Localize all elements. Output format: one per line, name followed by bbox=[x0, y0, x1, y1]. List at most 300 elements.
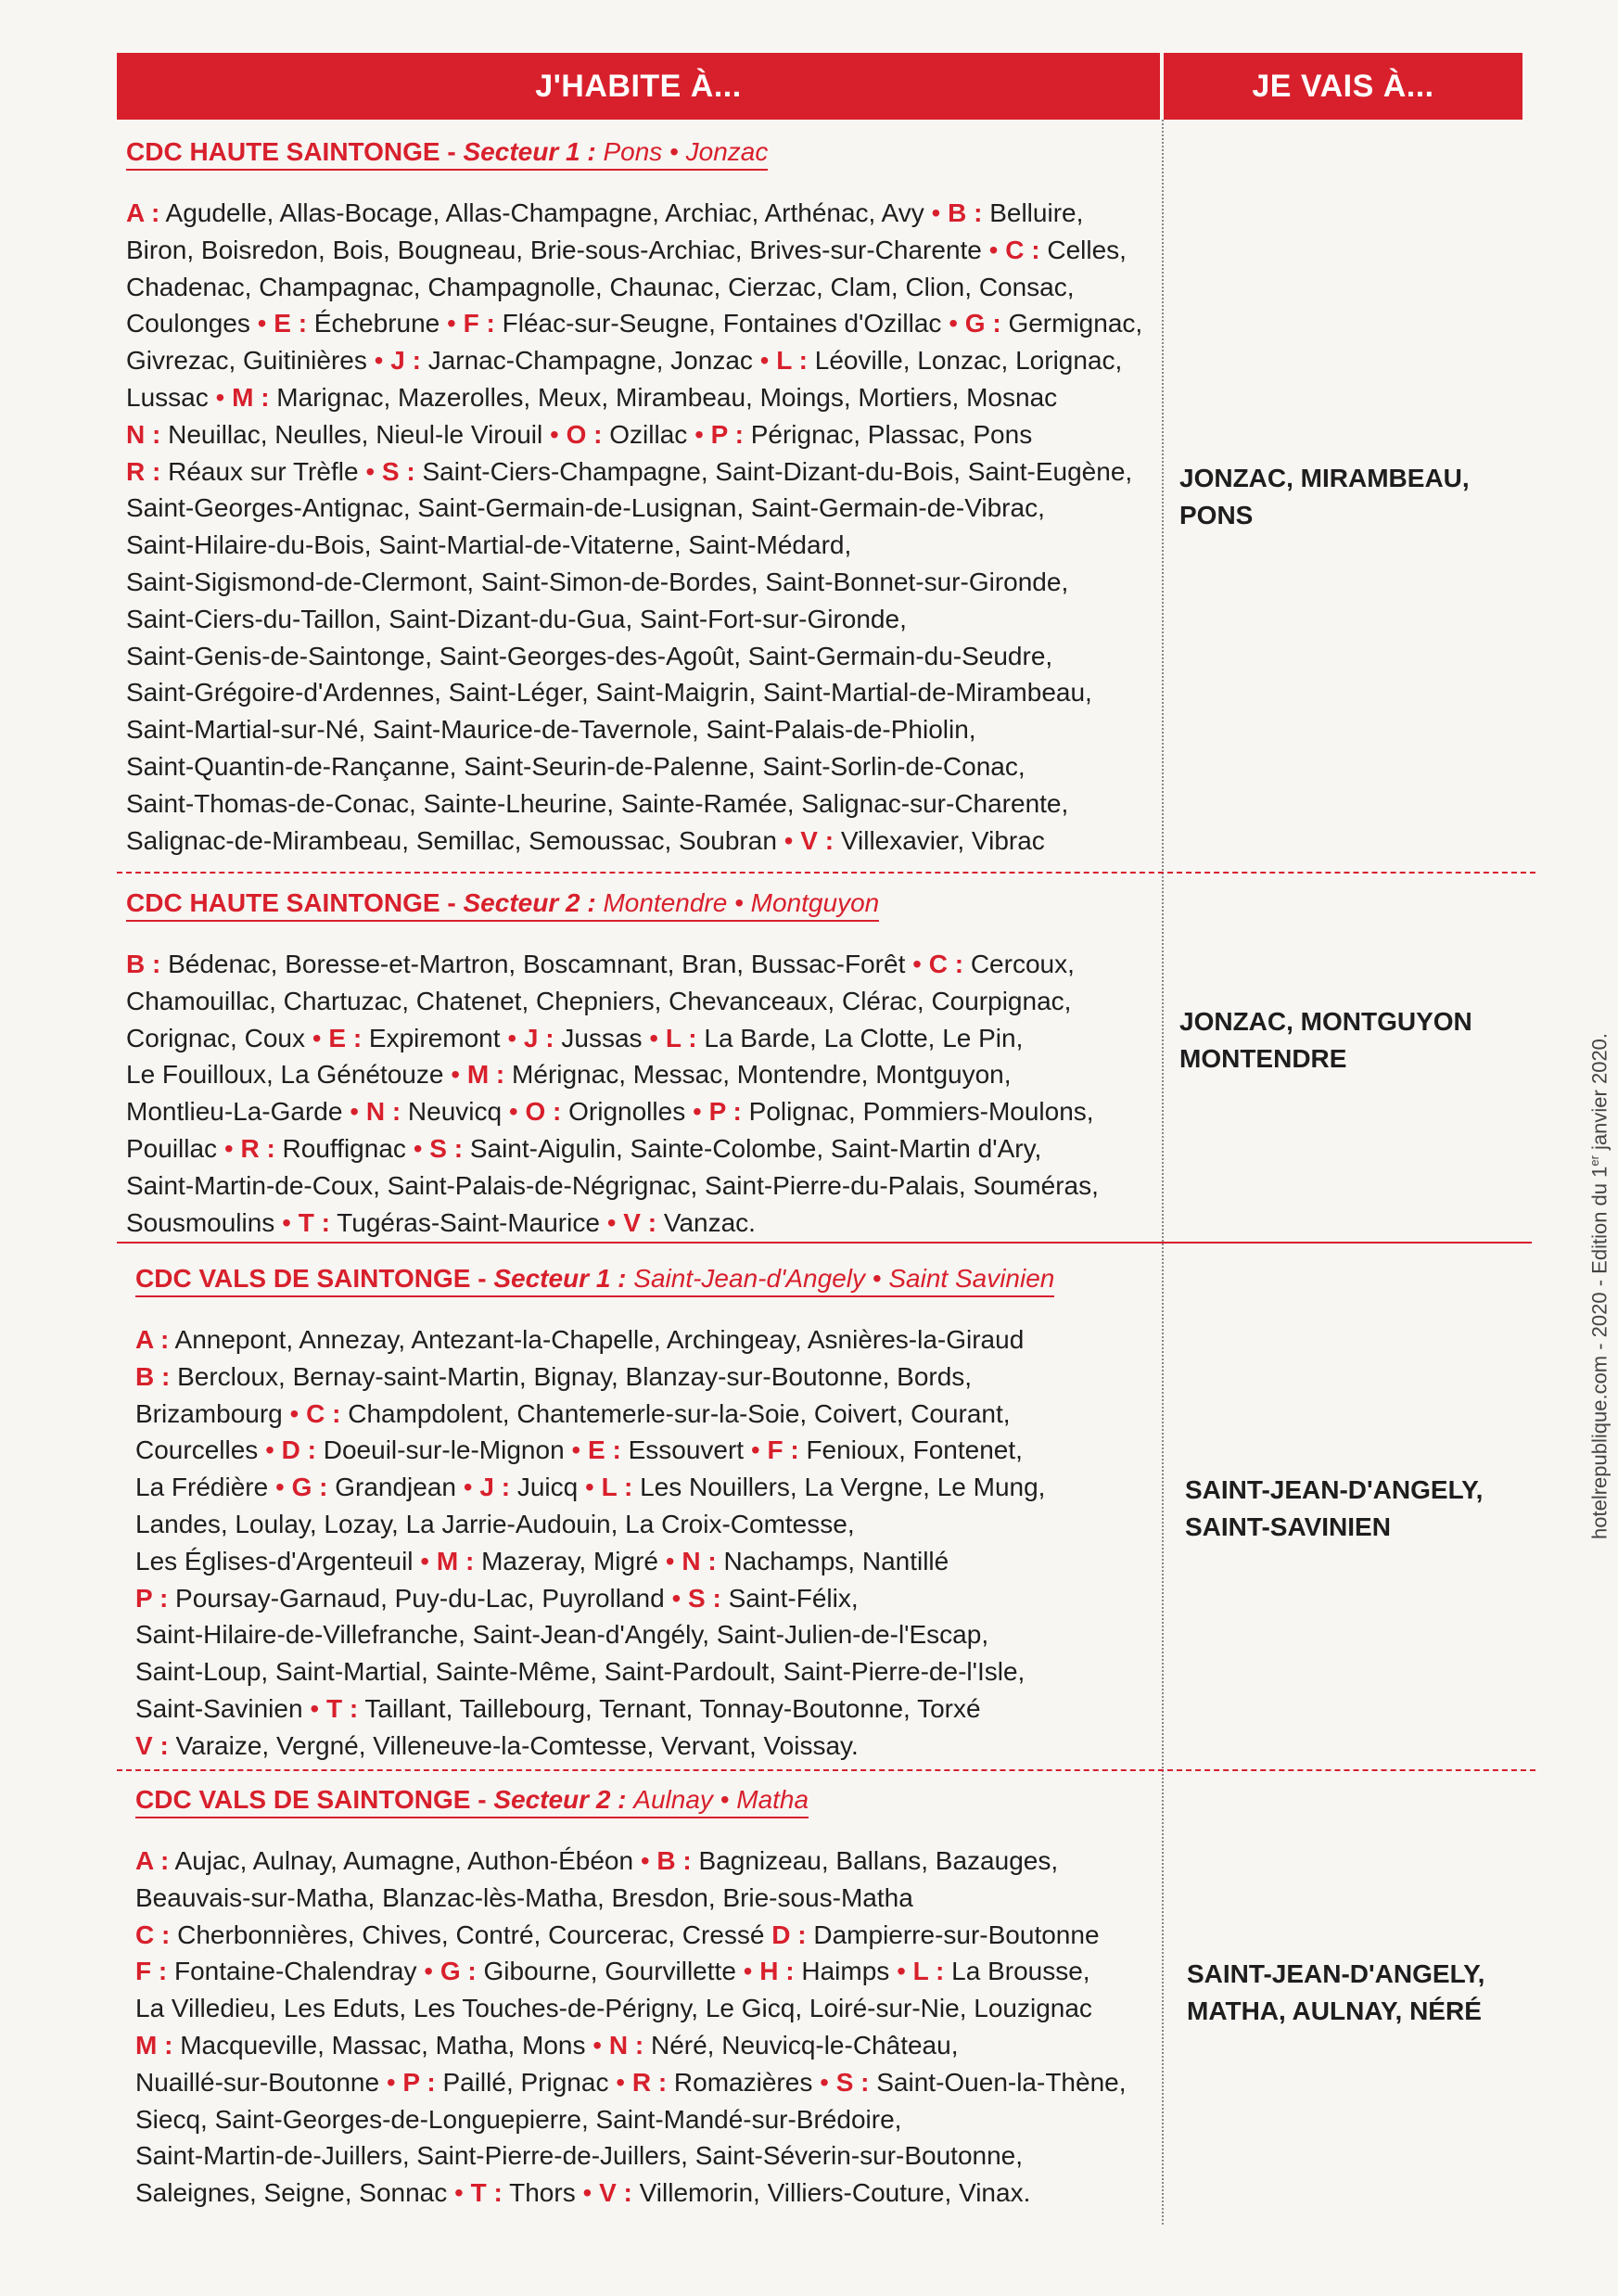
commune-text: Taillant, Taillebourg, Ternant, Tonnay-Boutonne, Torxé bbox=[358, 1693, 981, 1723]
commune-text: Fenioux, Fontenet, bbox=[798, 1435, 1023, 1465]
commune-text bbox=[224, 383, 232, 412]
commune-text: Réaux sur Trèfle bbox=[160, 456, 366, 486]
letter-marker: P : bbox=[402, 2067, 436, 2097]
bullet-separator: • bbox=[931, 198, 941, 227]
commune-line bbox=[126, 1130, 1155, 1167]
bullet-separator: • bbox=[582, 2178, 592, 2208]
letter-marker: C : bbox=[306, 1398, 341, 1428]
section-vals-saintonge-1 bbox=[135, 1264, 1165, 1765]
letter-marker: J : bbox=[523, 1023, 554, 1052]
letter-marker: C : bbox=[135, 1920, 171, 1949]
commune-text: Le Fouilloux, La Génétouze bbox=[126, 1060, 452, 1090]
commune-line bbox=[126, 564, 1155, 601]
commune-text: Givrezac, Guitinières bbox=[126, 346, 375, 376]
bullet-separator: • bbox=[447, 309, 456, 338]
commune-line bbox=[135, 1358, 1165, 1396]
section-title-towns: Montendre • Montguyon bbox=[603, 888, 880, 917]
letter-marker: O : bbox=[525, 1097, 562, 1127]
section-haute-saintonge-1 bbox=[126, 137, 1155, 859]
commune-text: Salignac-de-Mirambeau, Semillac, Semoussac, Soubran bbox=[126, 825, 784, 855]
commune-line bbox=[126, 527, 1155, 564]
commune-text: Saint-Aigulin, Sainte-Colombe, Saint-Martin d'Ary, bbox=[463, 1133, 1042, 1163]
bullet-separator: • bbox=[912, 950, 922, 978]
bullet-separator: • bbox=[463, 1473, 473, 1502]
commune-text: Saint-Martial-sur-Né, Saint-Maurice-de-Tavernole, Saint-Palais-de-Phiolin, bbox=[126, 715, 976, 745]
letter-marker: P : bbox=[710, 419, 744, 449]
commune-text: Saint-Ciers-du-Taillon, Saint-Dizant-du-Gua, Saint-Fort-sur-Gironde, bbox=[126, 604, 907, 633]
commune-text bbox=[829, 2068, 836, 2097]
commune-line bbox=[126, 1020, 1155, 1057]
commune-text: Landes, Loulay, Lozay, La Jarrie-Audouin, La Croix-Comtesse, bbox=[135, 1509, 855, 1538]
section-title-secteur: Secteur 2 : bbox=[463, 888, 596, 917]
bullet-separator: • bbox=[640, 1846, 650, 1875]
commune-line bbox=[126, 1167, 1155, 1205]
commune-text: Rouffignac bbox=[274, 1133, 414, 1163]
commune-text: Saint-Quantin-de-Rançanne, Saint-Seurin-de-Palenne, Saint-Sorlin-de-Conac, bbox=[126, 751, 1026, 781]
letter-marker: N : bbox=[682, 1546, 717, 1575]
bullet-separator: • bbox=[592, 2030, 603, 2060]
commune-text: Brizambourg bbox=[135, 1398, 290, 1428]
commune-text: Nuaillé-sur-Boutonne bbox=[135, 2067, 387, 2097]
commune-line bbox=[135, 1917, 1165, 1954]
commune-text: Fléac-sur-Seugne, Fontaines d'Ozillac bbox=[494, 309, 949, 338]
letter-marker: B : bbox=[948, 198, 983, 227]
commune-line bbox=[135, 2064, 1165, 2101]
destination-line: MONTENDRE bbox=[1179, 1044, 1347, 1073]
bullet-separator: • bbox=[215, 382, 225, 412]
commune-text: Saint-Martin-de-Coux, Saint-Palais-de-Négrignac, Saint-Pierre-du-Palais, Souméras, bbox=[126, 1170, 1099, 1200]
commune-line bbox=[135, 1990, 1165, 2027]
bullet-separator: • bbox=[759, 346, 770, 376]
bullet-separator: • bbox=[420, 1546, 430, 1575]
commune-text: Saint-Loup, Saint-Martial, Sainte-Même, Saint-Pardoult, Saint-Pierre-de-l'Isle, bbox=[135, 1657, 1026, 1687]
letter-marker: M : bbox=[135, 2030, 173, 2060]
commune-text: Saint-Thomas-de-Conac, Sainte-Lheurine, Sainte-Ramée, Salignac-sur-Charente, bbox=[126, 788, 1069, 818]
bullet-separator: • bbox=[282, 1207, 291, 1237]
commune-text: Fontaine-Chalendray bbox=[167, 1957, 425, 1986]
commune-text: Courcelles bbox=[135, 1435, 266, 1465]
commune-text: La Barde, La Clotte, Le Pin, bbox=[696, 1023, 1024, 1052]
commune-text bbox=[559, 420, 567, 449]
commune-text: Siecq, Saint-Georges-de-Longuepierre, Saint-Mandé-sur-Brédoire, bbox=[135, 2104, 902, 2134]
bullet-separator: • bbox=[743, 1957, 753, 1986]
letter-marker: E : bbox=[274, 309, 308, 338]
bullet-separator: • bbox=[374, 346, 384, 376]
bullet-separator: • bbox=[988, 235, 999, 264]
destination-line: JONZAC, MONTGUYON bbox=[1179, 1007, 1472, 1036]
section-vals-saintonge-2 bbox=[135, 1785, 1165, 2212]
section-title bbox=[135, 1785, 809, 1818]
commune-text: La Villedieu, Les Eduts, Les Touches-de-Périgny, Le Gicq, Loiré-sur-Nie, Louzignac bbox=[135, 1994, 1092, 2023]
commune-text: Saint-Savinien bbox=[135, 1693, 311, 1723]
section-haute-saintonge-2 bbox=[126, 888, 1155, 1241]
commune-text: Beauvais-sur-Matha, Blanzac-lès-Matha, Bresdon, Brie-sous-Matha bbox=[135, 1882, 913, 1912]
letter-marker: O : bbox=[566, 419, 603, 449]
commune-text: Expiremont bbox=[362, 1023, 508, 1052]
destination bbox=[1187, 1956, 1484, 2030]
commune-text: Échebrune bbox=[307, 309, 448, 338]
commune-line bbox=[126, 416, 1155, 453]
commune-text bbox=[429, 1547, 437, 1575]
commune-text: Polignac, Pommiers-Moulons, bbox=[741, 1097, 1094, 1127]
destination bbox=[1185, 1472, 1483, 1546]
commune-text: La Frédière bbox=[135, 1473, 275, 1502]
commune-line bbox=[126, 983, 1155, 1020]
commune-text bbox=[433, 1957, 440, 1985]
commune-text: Jarnac-Champagne, Jonzac bbox=[420, 346, 760, 376]
commune-line bbox=[126, 453, 1155, 491]
commune-text bbox=[580, 1435, 588, 1464]
commune-text: Dampierre-sur-Boutonne bbox=[806, 1920, 1100, 1949]
commune-text: Corignac, Coux bbox=[126, 1023, 312, 1052]
commune-text: Villemorin, Villiers-Couture, Vinax. bbox=[631, 2178, 1031, 2208]
destination-line: SAINT-JEAN-D'ANGELY, bbox=[1187, 1959, 1485, 1988]
commune-list bbox=[135, 1321, 1165, 1765]
letter-marker: F : bbox=[135, 1957, 168, 1986]
letter-marker: S : bbox=[835, 2067, 870, 2097]
commune-line bbox=[126, 946, 1155, 983]
commune-text: Neuillac, Neulles, Nieul-le Virouil bbox=[160, 419, 550, 449]
commune-line bbox=[126, 601, 1155, 638]
bullet-separator: • bbox=[820, 2067, 829, 2097]
commune-text: Agudelle, Allas-Bocage, Allas-Champagne, Archiac, Arthénac, Avy bbox=[159, 198, 932, 227]
section-title-cdc: CDC VALS DE SAINTONGE - bbox=[135, 1785, 487, 1814]
bullet-separator: • bbox=[550, 419, 559, 449]
commune-line bbox=[135, 1432, 1165, 1469]
commune-line bbox=[126, 1093, 1155, 1130]
commune-text: Bercloux, Bernay-saint-Martin, Bignay, Blanzay-sur-Boutonne, Bords, bbox=[170, 1361, 973, 1391]
commune-text bbox=[359, 1097, 366, 1126]
letter-marker: C : bbox=[928, 950, 964, 978]
letter-marker: L : bbox=[912, 1957, 945, 1986]
section-title-towns: Pons • Jonzac bbox=[603, 137, 769, 166]
section-title-towns: Aulnay • Matha bbox=[633, 1785, 809, 1814]
section-title-secteur: Secteur 1 : bbox=[463, 137, 596, 166]
letter-marker: S : bbox=[688, 1583, 721, 1613]
commune-text: Essouvert bbox=[620, 1435, 751, 1465]
footer-edition bbox=[1587, 835, 1612, 1539]
commune-text: Nachamps, Nantillé bbox=[716, 1546, 949, 1575]
bullet-separator: • bbox=[897, 1957, 906, 1986]
commune-text bbox=[940, 198, 948, 227]
commune-list bbox=[126, 946, 1155, 1241]
bullet-separator: • bbox=[386, 2067, 396, 2097]
letter-marker: T : bbox=[470, 2178, 503, 2208]
bullet-separator: • bbox=[665, 1546, 675, 1575]
commune-line bbox=[126, 490, 1155, 527]
commune-line bbox=[135, 1953, 1165, 1990]
letter-marker: V : bbox=[800, 825, 834, 855]
letter-marker: B : bbox=[656, 1846, 692, 1875]
commune-list bbox=[126, 195, 1155, 859]
section-separator bbox=[117, 1769, 1535, 1771]
commune-text: Les Églises-d'Argenteuil bbox=[135, 1546, 421, 1575]
bullet-separator: • bbox=[350, 1097, 360, 1127]
section-title-towns: Saint-Jean-d'Angely • Saint Savinien bbox=[633, 1264, 1055, 1293]
section-title bbox=[135, 1264, 1054, 1297]
commune-text: Léoville, Lonzac, Lorignac, bbox=[807, 346, 1123, 376]
commune-text: Juicq bbox=[510, 1473, 585, 1502]
commune-text bbox=[291, 1208, 299, 1237]
bullet-separator: • bbox=[616, 2067, 626, 2097]
commune-text: Saint-Ouen-la-Thène, bbox=[869, 2067, 1127, 2097]
letter-marker: M : bbox=[232, 382, 270, 412]
commune-text: La Brousse, bbox=[944, 1957, 1090, 1986]
commune-text: Saint-Georges-Antignac, Saint-Germain-de-Lusignan, Saint-Germain-de-Vibrac, bbox=[126, 493, 1045, 523]
commune-text bbox=[274, 1435, 282, 1464]
commune-text: Montlieu-La-Garde bbox=[126, 1097, 350, 1127]
commune-text: Saint-Félix, bbox=[720, 1583, 859, 1613]
letter-marker: C : bbox=[1005, 235, 1040, 264]
section-separator bbox=[117, 1242, 1532, 1244]
bullet-separator: • bbox=[451, 1060, 461, 1090]
commune-line bbox=[135, 1396, 1165, 1433]
bullet-separator: • bbox=[571, 1435, 581, 1465]
bullet-separator: • bbox=[413, 1133, 423, 1163]
letter-marker: L : bbox=[601, 1473, 633, 1502]
commune-text: Vanzac. bbox=[656, 1207, 756, 1237]
commune-text: Annepont, Annezay, Antezant-la-Chapelle, Archingeay, Asnières-la-Giraud bbox=[169, 1325, 1025, 1354]
letter-marker: D : bbox=[281, 1435, 316, 1465]
commune-text: Sousmoulins bbox=[126, 1207, 283, 1237]
bullet-separator: • bbox=[949, 309, 958, 338]
commune-text bbox=[906, 1957, 913, 1985]
letter-marker: L : bbox=[776, 346, 808, 376]
commune-line bbox=[135, 1469, 1165, 1506]
bullet-separator: • bbox=[312, 1023, 322, 1052]
section-title bbox=[126, 888, 879, 922]
destination-line: MATHA, AULNAY, NÉRÉ bbox=[1187, 1996, 1482, 2025]
commune-text: Chadenac, Champagnac, Champagnolle, Chaunac, Cierzac, Clam, Clion, Consac, bbox=[126, 272, 1075, 301]
commune-text: Cercoux, bbox=[963, 950, 1075, 978]
commune-text bbox=[592, 2178, 599, 2207]
commune-text: Gibourne, Gourvillette bbox=[476, 1957, 744, 1986]
commune-line bbox=[135, 2027, 1165, 2064]
letter-marker: B : bbox=[126, 950, 161, 978]
bullet-separator: • bbox=[649, 1023, 659, 1052]
letter-marker: J : bbox=[390, 346, 421, 376]
letter-marker: F : bbox=[463, 309, 495, 338]
commune-text: Belluire, bbox=[982, 198, 1084, 227]
commune-text bbox=[594, 1473, 602, 1501]
bullet-separator: • bbox=[223, 1133, 234, 1163]
commune-line bbox=[135, 2137, 1165, 2175]
section-title-secteur: Secteur 1 : bbox=[493, 1264, 627, 1293]
commune-line bbox=[126, 1056, 1155, 1093]
header-go-to: JE VAIS À... bbox=[1164, 53, 1522, 120]
commune-text: Neuvicq bbox=[401, 1097, 509, 1127]
letter-marker: A : bbox=[126, 198, 160, 227]
commune-line bbox=[126, 305, 1155, 342]
section-title bbox=[126, 137, 768, 171]
commune-text bbox=[704, 420, 711, 449]
section-separator bbox=[117, 872, 1535, 874]
commune-text bbox=[658, 1024, 666, 1052]
commune-line bbox=[135, 1616, 1165, 1653]
letter-marker: A : bbox=[135, 1846, 170, 1875]
commune-text: Aujac, Aulnay, Aumagne, Authon-Ébéon bbox=[169, 1846, 641, 1875]
letter-marker: E : bbox=[588, 1435, 621, 1465]
letter-marker: V : bbox=[599, 2178, 632, 2208]
commune-text bbox=[681, 1584, 688, 1613]
letter-marker: V : bbox=[135, 1730, 169, 1760]
commune-text: Villexavier, Vibrac bbox=[834, 825, 1045, 855]
bullet-separator: • bbox=[585, 1473, 594, 1502]
commune-text bbox=[285, 1473, 292, 1501]
letter-marker: F : bbox=[767, 1435, 799, 1465]
letter-marker: M : bbox=[466, 1060, 505, 1090]
commune-line bbox=[126, 195, 1155, 232]
letter-marker: N : bbox=[365, 1097, 401, 1127]
bullet-separator: • bbox=[671, 1583, 682, 1613]
commune-line bbox=[135, 2101, 1165, 2138]
commune-line bbox=[126, 748, 1155, 785]
letter-marker: S : bbox=[381, 456, 415, 486]
footer-text-end: janvier 2020. bbox=[1587, 1032, 1612, 1156]
commune-text bbox=[625, 2068, 632, 2097]
footer-text: hotelrepublique.com - 2020 - Edition du 1 bbox=[1587, 1166, 1612, 1539]
commune-text: Mazeray, Migré bbox=[474, 1546, 666, 1575]
commune-text: Macqueville, Massac, Matha, Mons bbox=[172, 2030, 593, 2060]
bullet-separator: • bbox=[507, 1023, 517, 1052]
commune-text: Tugéras-Saint-Maurice bbox=[329, 1207, 607, 1237]
commune-text bbox=[958, 309, 965, 338]
commune-line bbox=[126, 785, 1155, 823]
letter-marker: R : bbox=[126, 456, 161, 486]
bullet-separator: • bbox=[508, 1097, 518, 1127]
commune-text: Saint-Sigismond-de-Clermont, Saint-Simon-de-Bordes, Saint-Bonnet-sur-Gironde, bbox=[126, 567, 1069, 596]
bullet-separator: • bbox=[784, 825, 794, 855]
commune-text bbox=[299, 1399, 306, 1428]
letter-marker: R : bbox=[240, 1133, 275, 1163]
commune-line bbox=[135, 1543, 1165, 1580]
commune-line bbox=[126, 1205, 1155, 1242]
destination-line: JONZAC, MIRAMBEAU, bbox=[1179, 464, 1470, 492]
commune-line bbox=[135, 1728, 1165, 1765]
commune-line bbox=[126, 711, 1155, 748]
commune-text: Saint-Grégoire-d'Ardennes, Saint-Léger, Saint-Maigrin, Saint-Martial-de-Mirambeau, bbox=[126, 678, 1092, 708]
commune-text bbox=[375, 457, 382, 486]
bullet-separator: • bbox=[454, 2178, 464, 2208]
commune-text: Les Nouillers, La Vergne, Le Mung, bbox=[632, 1473, 1046, 1502]
commune-line bbox=[135, 1506, 1165, 1543]
commune-text: Mérignac, Messac, Montendre, Montguyon, bbox=[504, 1060, 1012, 1090]
commune-text: Saleignes, Seigne, Sonnac bbox=[135, 2178, 455, 2208]
letter-marker: N : bbox=[608, 2030, 644, 2060]
commune-text bbox=[456, 309, 464, 338]
letter-marker: G : bbox=[291, 1473, 328, 1502]
commune-line bbox=[126, 269, 1155, 306]
section-title-cdc: CDC HAUTE SAINTONGE - bbox=[126, 888, 456, 917]
commune-text bbox=[516, 1024, 524, 1052]
bullet-separator: • bbox=[424, 1957, 434, 1986]
letter-marker: B : bbox=[135, 1361, 171, 1391]
letter-marker: H : bbox=[759, 1957, 795, 1986]
commune-text: Saint-Ciers-Champagne, Saint-Dizant-du-Bois, Saint-Eugène, bbox=[414, 456, 1133, 486]
footer-sup: er bbox=[1587, 1155, 1601, 1167]
destination bbox=[1179, 460, 1470, 534]
bullet-separator: • bbox=[289, 1398, 299, 1428]
commune-text: Poursay-Garnaud, Puy-du-Lac, Puyrolland bbox=[168, 1583, 672, 1613]
commune-text bbox=[922, 950, 929, 978]
commune-text: Champdolent, Chantemerle-sur-la-Soie, Coivert, Courant, bbox=[340, 1398, 1011, 1428]
letter-marker: T : bbox=[325, 1693, 359, 1723]
commune-list bbox=[135, 1843, 1165, 2212]
letter-marker: R : bbox=[631, 2067, 668, 2097]
commune-line bbox=[135, 1653, 1165, 1690]
commune-line bbox=[135, 1843, 1165, 1880]
commune-line bbox=[135, 1321, 1165, 1358]
commune-text: Orignolles bbox=[561, 1097, 693, 1127]
letter-marker: S : bbox=[429, 1133, 464, 1163]
commune-text: Haimps bbox=[794, 1957, 898, 1986]
commune-text: Paillé, Prignac bbox=[435, 2067, 617, 2097]
commune-line bbox=[135, 1880, 1165, 1917]
destination-line: SAINT-JEAN-D'ANGELY, bbox=[1185, 1475, 1484, 1504]
letter-marker: P : bbox=[708, 1097, 742, 1127]
commune-text: Coulonges bbox=[126, 309, 258, 338]
commune-line bbox=[126, 674, 1155, 711]
commune-text: Biron, Boisredon, Bois, Bougneau, Brie-sous-Archiac, Brives-sur-Charente bbox=[126, 235, 989, 264]
letter-marker: V : bbox=[623, 1207, 657, 1237]
commune-text: Chamouillac, Chartuzac, Chatenet, Chepniers, Chevanceaux, Clérac, Courpignac, bbox=[126, 986, 1072, 1015]
commune-text: Saint-Hilaire-du-Bois, Saint-Martial-de-Vitaterne, Saint-Médard, bbox=[126, 530, 852, 560]
section-title-cdc: CDC VALS DE SAINTONGE - bbox=[135, 1264, 487, 1293]
commune-text: Saint-Martin-de-Juillers, Saint-Pierre-de-Juillers, Saint-Séverin-sur-Boutonne, bbox=[135, 2141, 1024, 2171]
section-title-secteur: Secteur 2 : bbox=[493, 1785, 627, 1814]
letter-marker: L : bbox=[665, 1023, 697, 1052]
commune-line bbox=[135, 1580, 1165, 1617]
commune-text bbox=[319, 1694, 326, 1723]
bullet-separator: • bbox=[606, 1207, 617, 1237]
commune-line bbox=[135, 1690, 1165, 1728]
destination-line: SAINT-SAVINIEN bbox=[1185, 1512, 1391, 1541]
letter-marker: E : bbox=[328, 1023, 363, 1052]
commune-line bbox=[126, 342, 1155, 379]
commune-text: Marignac, Mazerolles, Meux, Mirambeau, Moings, Mortiers, Mosnac bbox=[269, 382, 1058, 412]
header-live-in: J'HABITE À... bbox=[117, 53, 1160, 120]
commune-text: Germignac, bbox=[1000, 309, 1143, 338]
bullet-separator: • bbox=[257, 309, 267, 338]
letter-marker: J : bbox=[479, 1473, 511, 1502]
bullet-separator: • bbox=[692, 1097, 702, 1127]
bullet-separator: • bbox=[274, 1473, 285, 1502]
commune-text: Saint-Hilaire-de-Villefranche, Saint-Jean-d'Angély, Saint-Julien-de-l'Escap, bbox=[135, 1620, 989, 1650]
letter-marker: G : bbox=[440, 1957, 477, 1986]
commune-text: Romazières bbox=[667, 2067, 821, 2097]
section-title-cdc: CDC HAUTE SAINTONGE - bbox=[126, 137, 456, 166]
commune-text: Pérignac, Plassac, Pons bbox=[743, 419, 1033, 449]
bullet-separator: • bbox=[750, 1435, 760, 1465]
commune-text: Ozillac bbox=[602, 419, 695, 449]
commune-text: Doeuil-sur-le-Mignon bbox=[315, 1435, 572, 1465]
letter-marker: A : bbox=[135, 1325, 170, 1354]
letter-marker: G : bbox=[964, 309, 1001, 338]
bullet-separator: • bbox=[365, 456, 376, 486]
commune-text: Pouillac bbox=[126, 1133, 224, 1163]
bullet-separator: • bbox=[265, 1435, 274, 1465]
commune-text: Cherbonnières, Chives, Contré, Courcerac, Cressé bbox=[170, 1920, 772, 1949]
commune-line bbox=[126, 638, 1155, 675]
bullet-separator: • bbox=[694, 419, 704, 449]
commune-text bbox=[460, 1060, 467, 1089]
commune-text: Lussac bbox=[126, 382, 216, 412]
commune-text: Varaize, Vergné, Villeneuve-la-Comtesse, Vervant, Voissay. bbox=[168, 1730, 859, 1760]
letter-marker: T : bbox=[298, 1207, 330, 1237]
letter-marker: D : bbox=[771, 1920, 807, 1949]
commune-line bbox=[126, 823, 1155, 860]
letter-marker: M : bbox=[436, 1546, 475, 1575]
